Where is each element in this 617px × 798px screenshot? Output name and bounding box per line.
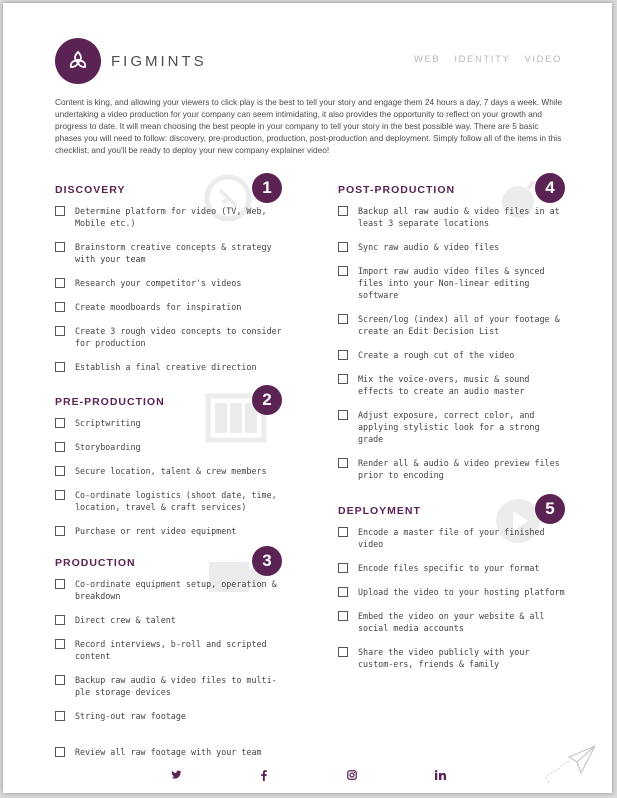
checkbox[interactable] bbox=[55, 362, 65, 372]
nav-video[interactable]: VIDEO bbox=[524, 54, 562, 65]
checkbox[interactable] bbox=[55, 526, 65, 536]
checkbox[interactable] bbox=[338, 563, 348, 573]
checklist-item[interactable]: Encode files specific to your format bbox=[338, 562, 568, 574]
checkbox[interactable] bbox=[338, 587, 348, 597]
step-number: 2 bbox=[252, 385, 282, 415]
linkedin-icon[interactable] bbox=[435, 770, 446, 780]
twitter-icon[interactable] bbox=[171, 770, 182, 780]
checklist-item[interactable]: Screen/log (index) all of your footage & create an Edit Decision List bbox=[338, 313, 568, 337]
checklist-item[interactable]: Create a rough cut of the video bbox=[338, 349, 568, 361]
footer-social bbox=[3, 770, 612, 786]
section-preproduction bbox=[55, 391, 283, 537]
top-nav bbox=[414, 54, 562, 65]
checkbox[interactable] bbox=[338, 374, 348, 384]
checkbox[interactable] bbox=[55, 579, 65, 589]
nav-web[interactable]: WEB bbox=[413, 54, 441, 65]
checklist-item[interactable]: Determine platform for video (TV, Web, Mobile etc.) bbox=[55, 205, 283, 229]
checkbox[interactable] bbox=[55, 490, 65, 500]
checklist-item[interactable]: String-out raw footage bbox=[55, 710, 283, 722]
checklist-page bbox=[3, 3, 612, 793]
checkbox[interactable] bbox=[338, 314, 348, 324]
checkbox[interactable] bbox=[55, 278, 65, 288]
checklist-item[interactable]: Mix the voice-overs, music & sound effects to create an audio master bbox=[338, 373, 568, 397]
nav-identity[interactable]: IDENTITY bbox=[454, 54, 511, 65]
checklist bbox=[55, 578, 283, 758]
checkbox[interactable] bbox=[338, 242, 348, 252]
checklist-item[interactable]: Backup raw audio & video files to multi-ple storage devices bbox=[55, 674, 283, 698]
checklist-item[interactable]: Adjust exposure, correct color, and applying stylistic look for a strong grade bbox=[338, 409, 568, 445]
checklist-item[interactable]: Co-ordinate equipment setup, operation & breakdown bbox=[55, 578, 283, 602]
section-deployment bbox=[338, 500, 568, 670]
section-title: DEPLOYMENT bbox=[338, 505, 421, 517]
checklist-item[interactable]: Backup all raw audio & video files in at least 3 separate locations bbox=[338, 205, 568, 229]
checklist-item[interactable]: Upload the video to your hosting platform bbox=[338, 586, 568, 598]
checkbox[interactable] bbox=[338, 611, 348, 621]
checkbox[interactable] bbox=[55, 711, 65, 721]
section-discovery bbox=[55, 179, 283, 373]
checklist bbox=[338, 526, 568, 670]
checkbox[interactable] bbox=[55, 418, 65, 428]
checklist bbox=[55, 205, 283, 373]
checklist-item[interactable]: Create 3 rough video concepts to consider for production bbox=[55, 325, 283, 349]
checklist-item[interactable]: Secure location, talent & crew members bbox=[55, 465, 283, 477]
checklist-item[interactable]: Research your competitor's videos bbox=[55, 277, 283, 289]
section-title: PRODUCTION bbox=[55, 557, 136, 569]
checkbox[interactable] bbox=[55, 675, 65, 685]
checklist-item[interactable]: Import raw audio video files & synced files into your Non-linear editing software bbox=[338, 265, 568, 301]
checklist bbox=[338, 205, 568, 481]
checkbox[interactable] bbox=[55, 442, 65, 452]
checkbox[interactable] bbox=[55, 242, 65, 252]
checkbox[interactable] bbox=[338, 266, 348, 276]
instagram-icon[interactable] bbox=[347, 770, 357, 780]
checklist-item[interactable]: Establish a final creative direction bbox=[55, 361, 283, 373]
checkbox[interactable] bbox=[55, 302, 65, 312]
checklist-item[interactable]: Storyboarding bbox=[55, 441, 283, 453]
checkbox[interactable] bbox=[338, 410, 348, 420]
checklist-item[interactable]: Co-ordinate logistics (shoot date, time, location, travel & craft services) bbox=[55, 489, 283, 513]
step-number: 1 bbox=[252, 173, 282, 203]
step-number: 3 bbox=[252, 546, 282, 576]
checkbox[interactable] bbox=[55, 615, 65, 625]
checklist-item[interactable]: Sync raw audio & video files bbox=[338, 241, 568, 253]
paper-plane-icon bbox=[543, 743, 598, 785]
section-production bbox=[55, 552, 283, 758]
checklist-item[interactable]: Purchase or rent video equipment bbox=[55, 525, 283, 537]
step-number: 4 bbox=[535, 173, 565, 203]
intro-paragraph: Content is king, and allowing your viewers to click play is the best to tell your story and engage them 24 hours a day, 7 days a week. While undertaking a video production for your company can seem intimidating, it also provides the opportunity to reflect on your growth and progress to date. It will mean choosing the best people in your company to tell your story in the best possible way. There are 5 basic phases you will need to follow: discovery, pre-production, production, post-production and deployment. Simply follow all of the items in this checklist, and you'll be ready to deploy your new company explainer video! bbox=[55, 97, 563, 156]
checkbox[interactable] bbox=[338, 206, 348, 216]
checklist-item[interactable]: Brainstorm creative concepts & strategy with your team bbox=[55, 241, 283, 265]
section-title: DISCOVERY bbox=[55, 184, 126, 196]
checkbox[interactable] bbox=[338, 350, 348, 360]
checklist-item[interactable]: Create moodboards for inspiration bbox=[55, 301, 283, 313]
mint-leaf-icon bbox=[65, 48, 91, 74]
checkbox[interactable] bbox=[55, 466, 65, 476]
checklist-item[interactable]: Scriptwriting bbox=[55, 417, 283, 429]
checklist-item[interactable]: Record interviews, b-roll and scripted content bbox=[55, 638, 283, 662]
checklist-item[interactable]: Direct crew & talent bbox=[55, 614, 283, 626]
checkbox[interactable] bbox=[55, 206, 65, 216]
checklist-item[interactable]: Embed the video on your website & all social media accounts bbox=[338, 610, 568, 634]
checklist-item[interactable]: Share the video publicly with your custom-ers, friends & family bbox=[338, 646, 568, 670]
checklist-item[interactable]: Render all & audio & video preview files prior to encoding bbox=[338, 457, 568, 481]
step-number: 5 bbox=[535, 494, 565, 524]
checkbox[interactable] bbox=[338, 527, 348, 537]
checkbox[interactable] bbox=[55, 639, 65, 649]
figmints-logo bbox=[55, 38, 101, 84]
section-title: POST-PRODUCTION bbox=[338, 184, 456, 196]
checkbox[interactable] bbox=[338, 647, 348, 657]
checkbox[interactable] bbox=[55, 326, 65, 336]
section-postproduction bbox=[338, 179, 568, 481]
checklist-item[interactable]: Encode a master file of your finished video bbox=[338, 526, 568, 550]
checkbox[interactable] bbox=[55, 747, 65, 757]
section-title: PRE-PRODUCTION bbox=[55, 396, 165, 408]
checkbox[interactable] bbox=[338, 458, 348, 468]
checklist-item[interactable]: Review all raw footage with your team bbox=[55, 746, 283, 758]
brand-name: FIGMINTS bbox=[111, 53, 207, 70]
facebook-icon[interactable] bbox=[261, 770, 267, 781]
